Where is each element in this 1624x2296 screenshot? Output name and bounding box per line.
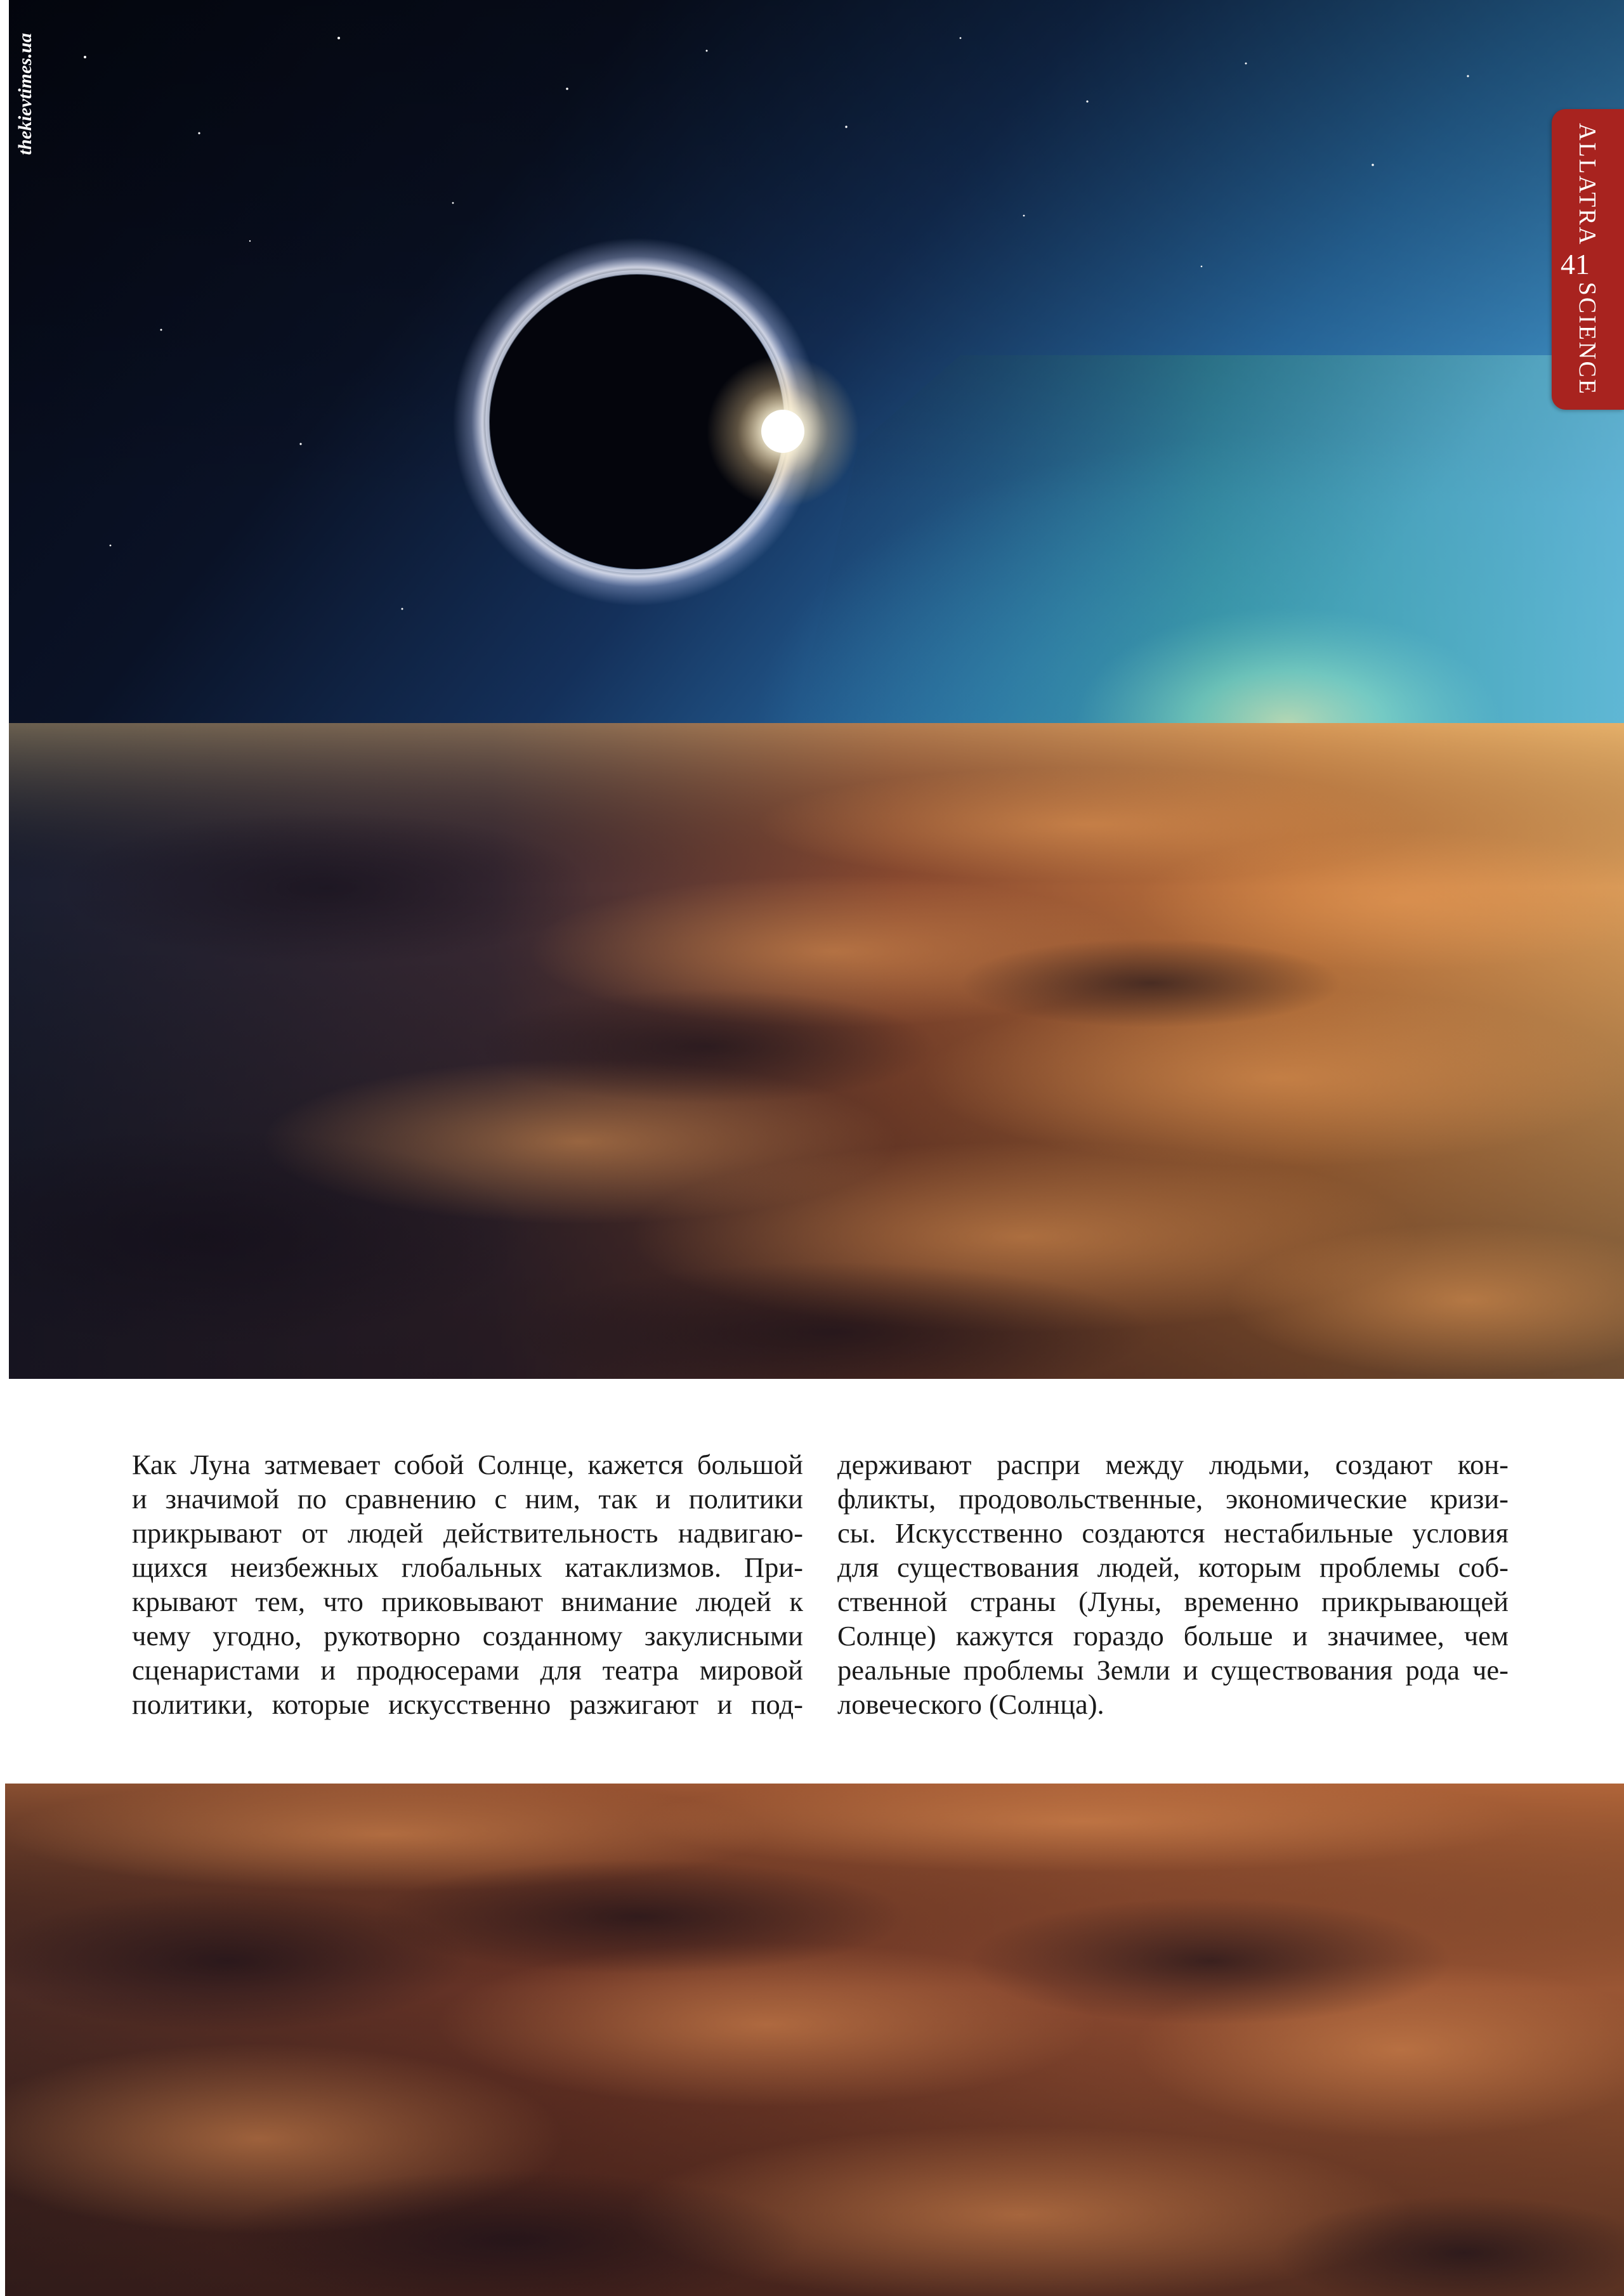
article-line: реальные проблемы Земли и существования рода че- (837, 1654, 1509, 1686)
clouds-photo (5, 1784, 1624, 2296)
article-line: фликты, продовольственные, экономические кризи- (837, 1483, 1509, 1515)
brand-science: SCIENCE (1574, 282, 1601, 396)
article-line: чему угодно, рукотворно созданному закулисными (132, 1620, 803, 1652)
article-line: щихся неизбежных глобальных катаклизмов. При- (132, 1551, 803, 1583)
brand-allatra: ALLATRA (1574, 123, 1601, 247)
article-body (132, 1447, 1509, 1739)
article-line: прикрывают от людей действительность надвигаю- (132, 1517, 803, 1549)
article-column-left (132, 1447, 803, 1739)
eclipse-photo (9, 0, 1624, 1379)
article-line: ловеческого (Солнца). (837, 1688, 1104, 1720)
page-number: 41 (1561, 248, 1590, 280)
article-line: ственной страны (Луны, временно прикрывающей (837, 1586, 1509, 1617)
section-tab (1552, 109, 1624, 410)
article-line: для существования людей, которым проблемы соб- (837, 1551, 1509, 1583)
article-line: крывают тем, что приковывают внимание людей к (132, 1586, 803, 1617)
article-column-right (837, 1447, 1509, 1739)
article-line: сценаристами и продюсерами для театра мировой (132, 1654, 803, 1686)
article-line: политики, которые искусственно разжигают и под- (132, 1688, 803, 1720)
article-line: и значимой по сравнению с ним, так и политики (132, 1483, 803, 1515)
photo-credit: thekievtimes.ua (15, 33, 36, 155)
article-line: сы. Искусственно создаются нестабильные условия (837, 1517, 1509, 1549)
article-line: держивают распри между людьми, создают кон- (837, 1449, 1509, 1480)
article-line: Как Луна затмевает собой Солнце, кажется большой (132, 1449, 803, 1480)
article-line: Солнце) кажутся гораздо больше и значимее, чем (837, 1620, 1509, 1652)
